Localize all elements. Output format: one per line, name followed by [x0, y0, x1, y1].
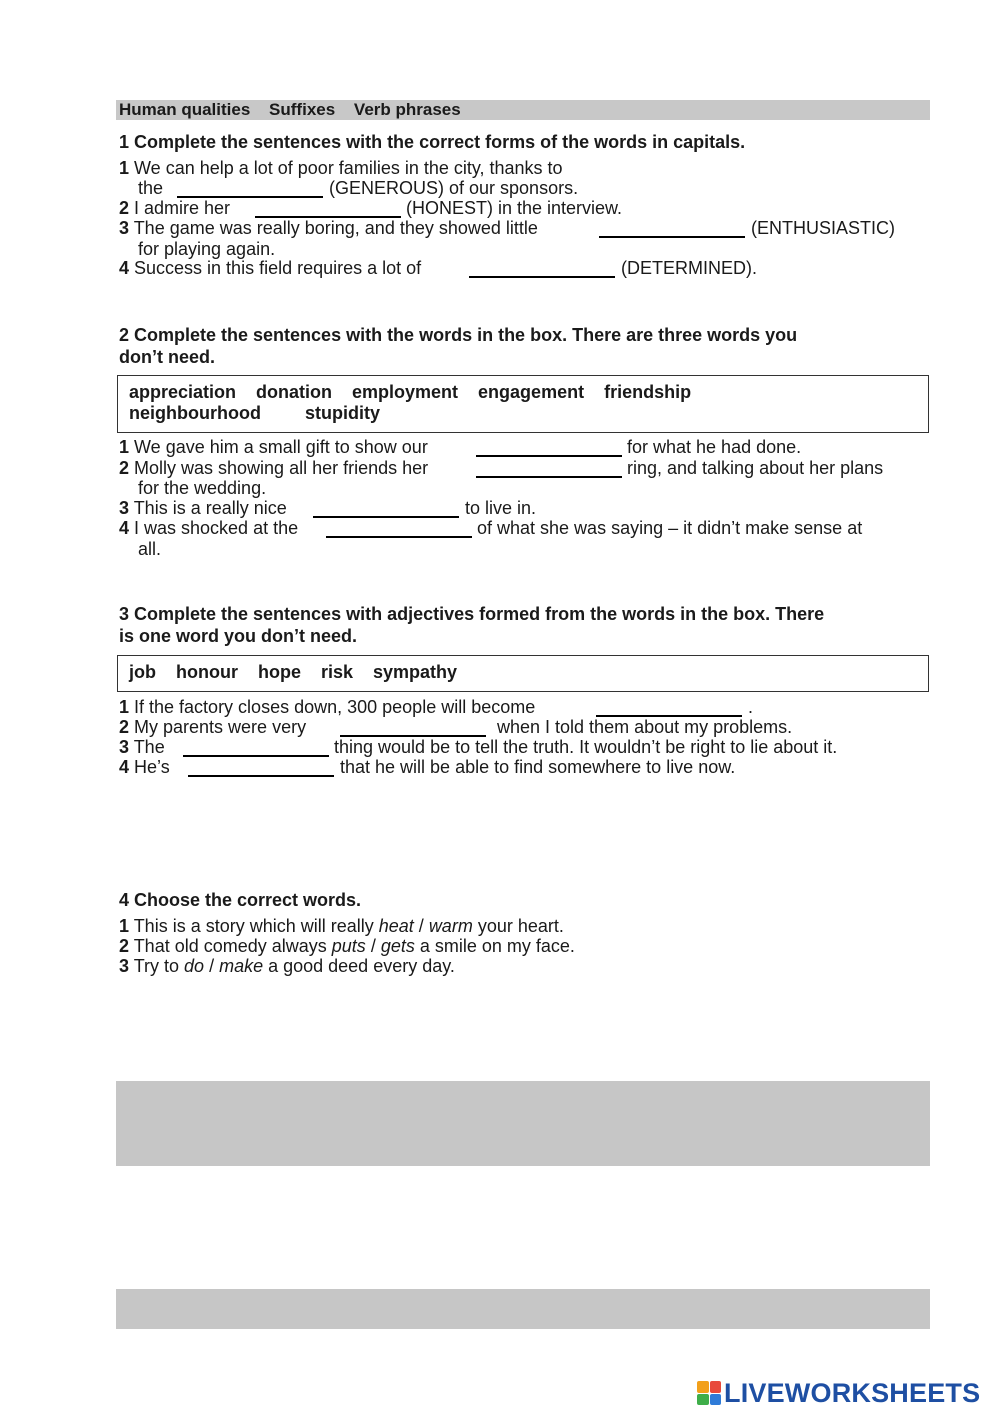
gray-panel	[116, 1081, 930, 1166]
option-word[interactable]: puts	[331, 936, 366, 956]
liveworksheets-logo	[697, 1378, 980, 1408]
option-word[interactable]: heat	[378, 916, 414, 936]
ex3-sentence-3: 3 The	[119, 737, 165, 757]
word-box-item: job	[129, 662, 156, 682]
word-box-item: friendship	[604, 382, 692, 402]
gray-panel	[116, 1289, 930, 1329]
ex2-sentence-1-end: for what he had done.	[627, 437, 802, 457]
ex2-sentence-4: 4 I was shocked at the	[119, 518, 299, 538]
option-word[interactable]: gets	[380, 936, 415, 956]
ex4-sentence-3: 3 Try to do / make a good deed every day.	[119, 956, 455, 976]
exercise-1-title: 1 Complete the sentences with the correct forms of the words in capitals.	[119, 132, 746, 152]
ex2-answer-2-input[interactable]	[476, 460, 622, 478]
word-box-item: neighbourhood	[129, 403, 261, 423]
ex2-sentence-1: 1 We gave him a small gift to show our	[119, 437, 428, 457]
ex1-sentence-4: 4 Success in this field requires a lot of	[119, 258, 422, 278]
ex2-sentence-3: 3 This is a really nice	[119, 498, 287, 518]
ex2-sentence-2: 2 Molly was showing all her friends her	[119, 458, 429, 478]
ex2-sentence-2-cont: for the wedding.	[138, 478, 267, 498]
ex1-sentence-2: 2 I admire her	[119, 198, 231, 218]
ex3-sentence-4-end: that he will be able to find somewhere to live now.	[340, 757, 736, 777]
word-box-item: engagement	[478, 382, 585, 402]
ex1-answer-2-input[interactable]	[255, 200, 401, 218]
ex1-answer-4-input[interactable]	[469, 260, 615, 278]
topic-tag: Suffixes	[269, 100, 336, 119]
ex2-word-box	[117, 375, 929, 433]
topic-tag: Verb phrases	[353, 100, 461, 119]
ex1-sentence-1-cont: the	[138, 178, 164, 198]
ex2-sentence-3-end: to live in.	[465, 498, 537, 518]
ex2-sentence-4-end: of what she was saying – it didn’t make sense at	[477, 518, 863, 538]
ex3-sentence-1: 1 If the factory closes down, 300 people will become	[119, 697, 536, 717]
ex1-sentence-2-end: (HONEST) in the interview.	[406, 198, 623, 218]
ex3-sentence-4: 4 He’s	[119, 757, 170, 777]
ex3-answer-2-input[interactable]	[340, 719, 486, 737]
ex3-sentence-3-end: thing would be to tell the truth. It wouldn’t be right to lie about it.	[334, 737, 838, 757]
ex2-answer-4-input[interactable]	[326, 520, 472, 538]
exercise-2-title: 2 Complete the sentences with the words in the box. There are three words you don’t need.	[119, 325, 798, 367]
topic-tag: Human qualities	[119, 100, 251, 119]
option-word[interactable]: make	[219, 956, 264, 976]
ex4-sentence-2: 2 That old comedy always puts / gets a smile on my face.	[119, 936, 575, 956]
ex3-sentence-1-end: .	[748, 697, 754, 717]
ex3-answer-3-input[interactable]	[183, 739, 329, 757]
ex1-sentence-3: 3 The game was really boring, and they showed little	[119, 218, 538, 238]
word-box-item: sympathy	[373, 662, 458, 682]
ex1-sentence-3-end: (ENTHUSIASTIC)	[751, 218, 895, 238]
ex4-sentence-1: 1 This is a story which will really heat / warm your heart.	[119, 916, 564, 936]
ex3-sentence-2: 2 My parents were very	[119, 717, 307, 737]
ex2-answer-3-input[interactable]	[313, 500, 459, 518]
logo-squares-icon	[697, 1381, 721, 1405]
option-word[interactable]: do	[184, 956, 205, 976]
topic-header-bar	[116, 100, 930, 120]
ex2-sentence-4-cont: all.	[138, 539, 162, 559]
ex1-sentence-1: 1 We can help a lot of poor families in the city, thanks to	[119, 158, 563, 178]
ex1-sentence-1-end: (GENEROUS) of our sponsors.	[329, 178, 579, 198]
ex2-answer-1-input[interactable]	[476, 439, 622, 457]
ex1-sentence-3-cont: for playing again.	[138, 239, 276, 259]
exercise-3-title: 3 Complete the sentences with adjectives formed from the words in the box. There is one word you don’t need.	[119, 604, 825, 646]
word-box-item: donation	[256, 382, 333, 402]
word-box-item: honour	[176, 662, 238, 682]
logo-text: LIVEWORKSHEETS	[724, 1377, 981, 1408]
ex3-sentence-2-end: when I told them about my problems.	[497, 717, 793, 737]
ex3-word-box	[117, 655, 929, 692]
ex3-answer-4-input[interactable]	[188, 759, 334, 777]
word-box-item: employment	[352, 382, 459, 402]
ex1-answer-1-input[interactable]	[177, 180, 323, 198]
ex1-sentence-4-end: (DETERMINED).	[621, 258, 757, 278]
word-box-item: appreciation	[129, 382, 237, 402]
exercise-4-title: 4 Choose the correct words.	[119, 890, 362, 910]
word-box-item: hope	[257, 662, 301, 682]
ex3-answer-1-input[interactable]	[596, 699, 742, 717]
word-box-item: risk	[320, 662, 354, 682]
option-word[interactable]: warm	[428, 916, 473, 936]
word-box-item: stupidity	[304, 403, 380, 423]
ex2-sentence-2-end: ring, and talking about her plans	[627, 458, 884, 478]
ex1-answer-3-input[interactable]	[599, 220, 745, 238]
